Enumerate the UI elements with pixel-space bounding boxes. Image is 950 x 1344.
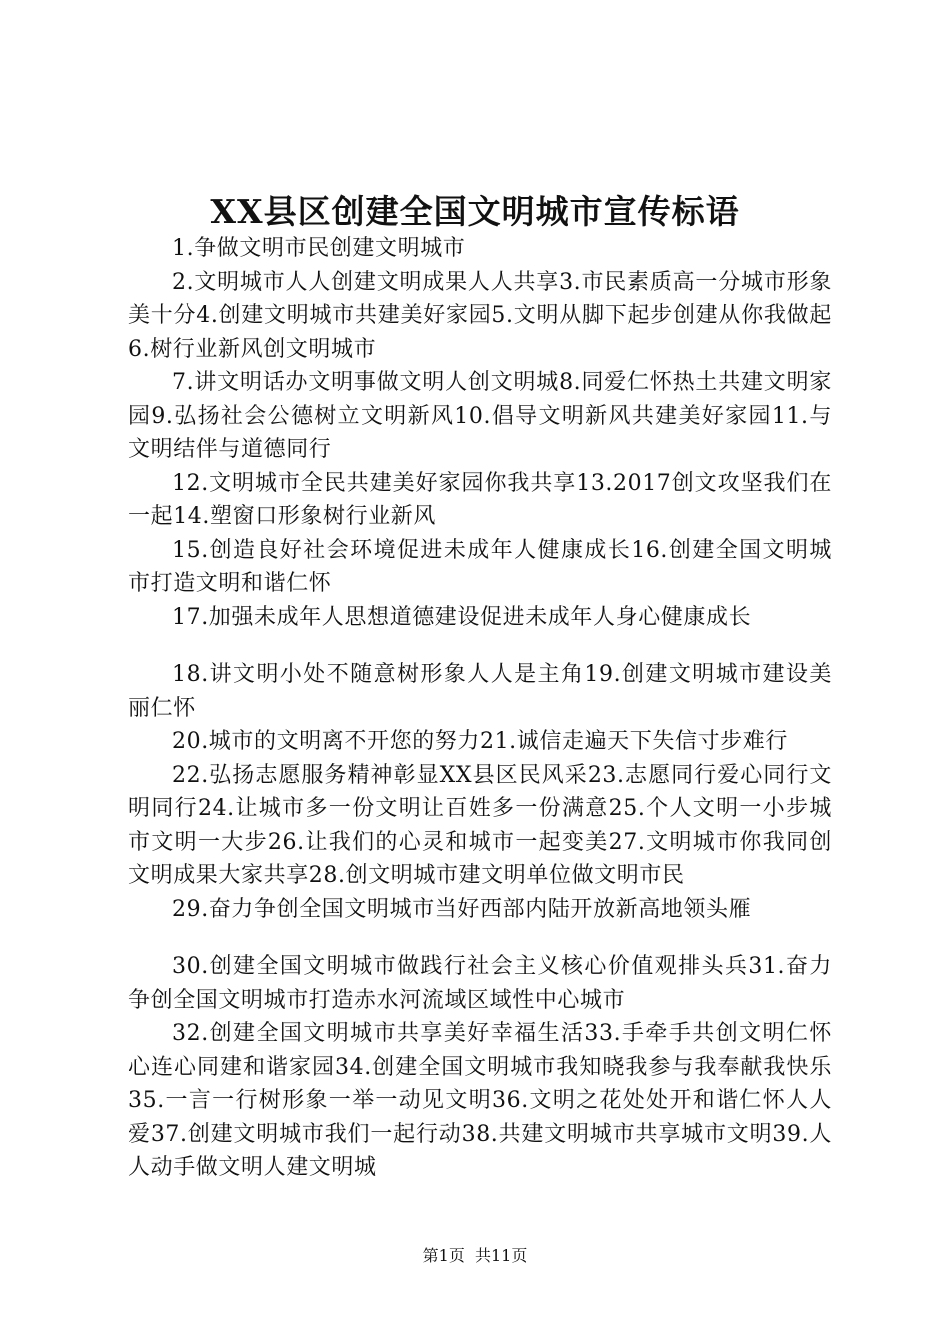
slogan-paragraph: 18.讲文明小处不随意树形象人人是主角19.创建文明城市建设美丽仁怀 [128, 662, 832, 721]
slogan-paragraph: 17.加强未成年人思想道德建设促进未成年人身心健康成长 [172, 604, 752, 630]
slogan-paragraph: 20.城市的文明离不开您的努力21.诚信走遍天下失信寸步难行 [172, 729, 788, 754]
page-number-footer: 第1页 共11页 [422, 1246, 528, 1265]
document-title: XX县区创建全国文明城市宣传标语 [210, 192, 740, 231]
slogan-paragraph: 32.创建全国文明城市共享美好幸福生活33.手牵手共创文明仁怀心连心同建和谐家园34.创建全国文明城市我知晓我参与我奉献我快乐35.一言一行树形象一举一动见文明36.文明之花处处开和谐仁怀人人爱37.创建文明城市我们一起行动38.共建文明城市共享城市文明39.人人动手做文明人建文明城 [128, 1021, 832, 1180]
slogan-paragraph: 29.奋力争创全国文明城市当好西部内陆开放新高地领头雁 [172, 896, 752, 922]
slogan-paragraph: 12.文明城市全民共建美好家园你我共享13.2017创文攻坚我们在一起14.塑窗口形象树行业新风 [128, 470, 832, 529]
slogan-paragraph: 1.争做文明市民创建文明城市 [172, 236, 466, 261]
slogan-paragraph: 30.创建全国文明城市做践行社会主义核心价值观排头兵31.奋力争创全国文明城市打造赤水河流域区域性中心城市 [128, 954, 832, 1013]
slogan-paragraph: 22.弘扬志愿服务精神彰显XX县区民风采23.志愿同行爱心同行文明同行24.让城市多一份文明让百姓多一份满意25.个人文明一小步城市文明一大步26.让我们的心灵和城市一起变美27.文明城市你我同创文明成果大家共享28.创文明城市建文明单位做文明市民 [128, 762, 832, 888]
slogan-paragraph: 15.创造良好社会环境促进未成年人健康成长16.创建全国文明城市打造文明和谐仁怀 [128, 537, 832, 596]
slogan-paragraph: 2.文明城市人人创建文明成果人人共享3.市民素质高一分城市形象美十分4.创建文明城市共建美好家园5.文明从脚下起步创建从你我做起6.树行业新风创文明城市 [128, 269, 832, 362]
slogan-paragraph: 7.讲文明话办文明事做文明人创文明城8.同爱仁怀热土共建文明家园9.弘扬社会公德树立文明新风10.倡导文明新风共建美好家园11.与文明结伴与道德同行 [128, 370, 832, 462]
slogan-list [128, 232, 832, 1185]
